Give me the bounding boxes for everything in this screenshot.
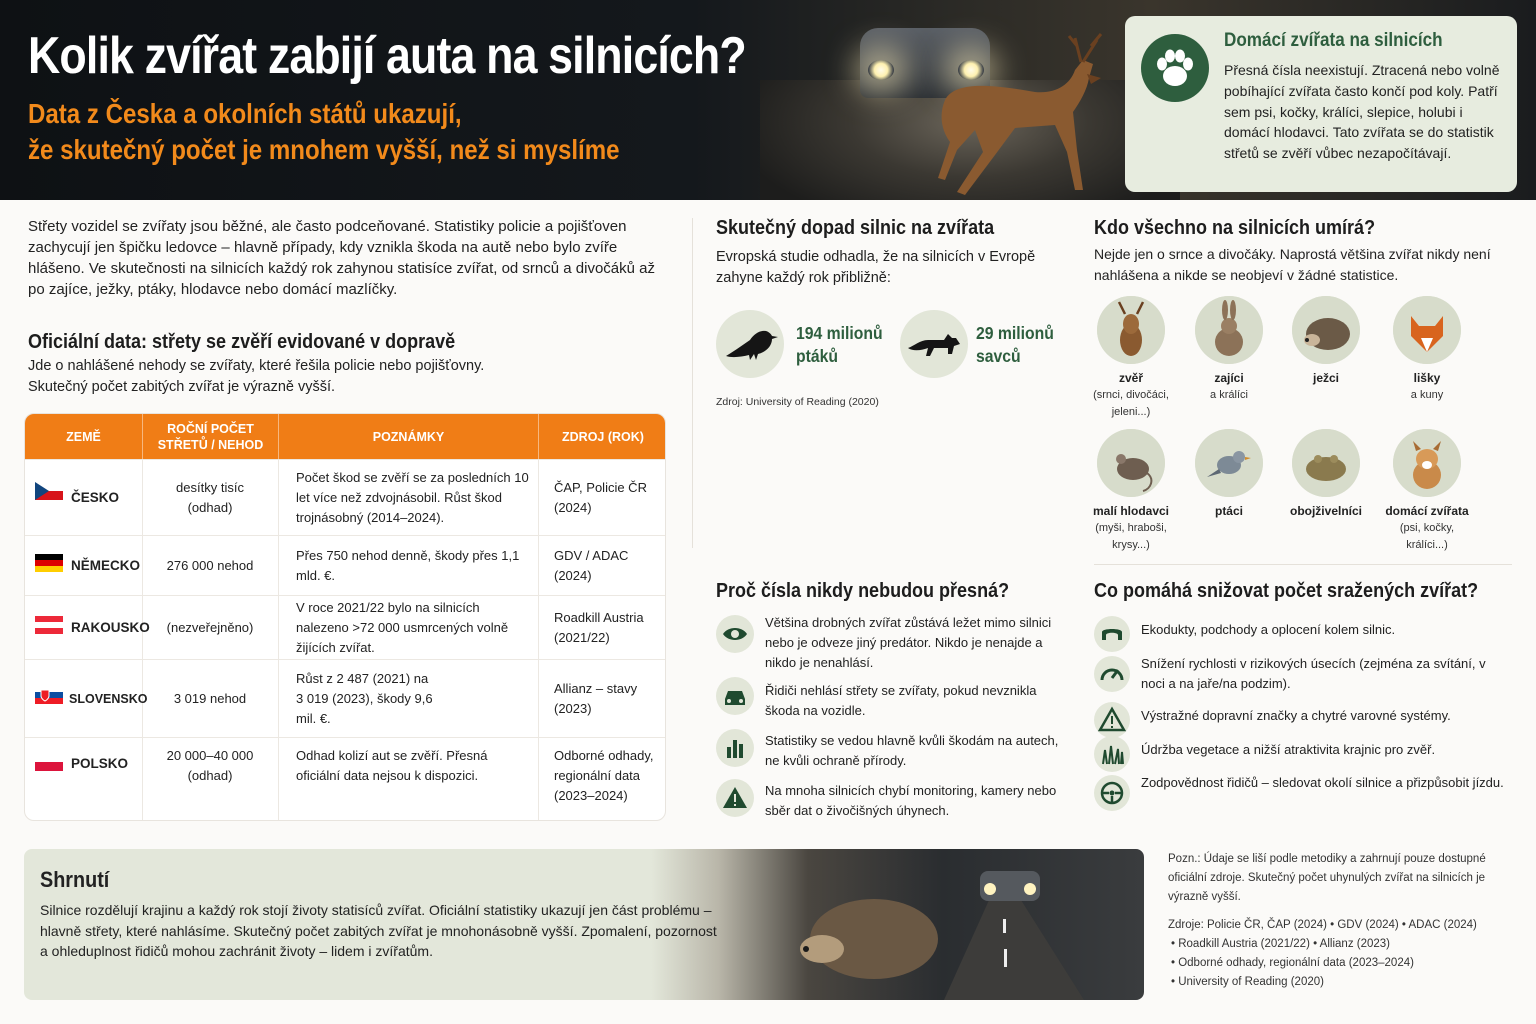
page-title: Kolik zvířat zabijí auta na silnicích? [28,27,746,85]
animal-name: obojživelníci [1289,504,1362,518]
animal-card [1180,296,1278,404]
row-source: ČAP, Policie ČR (2024) [554,479,647,515]
why-title: Proč čísla nikdy nebudou přesná? [716,580,1010,602]
help-text: Snížení rychlosti v rizikových úsecích (zejména za svítání, v noci a na jaře/na podzim). [1141,656,1486,691]
column-header: ROČNÍ POČET STŘETŮ / NEHOD [142,414,278,459]
collision-count: 276 000 nehod [166,557,254,573]
intro-text: Střety vozidel se zvířaty jsou běžné, ale často podceňované. Statistiky policie a pojišťoven zachycují jen špičku ledovce – hlavně případy, kdy vznikla škoda na autě nebo bylo zvíře hlášeno. Ve skutečnosti na silnicích každý rok zahynou statisíce zvířat, od srnců a divočáků až po zajíce, ježky, ptáky, hlodavce nebo domácí mazlíčky. [28,218,655,298]
pets-info-box [1125,16,1517,192]
austrian-flag-icon [35,616,63,634]
headlight [868,60,894,80]
column-header: ZEMĚ [66,429,101,444]
footer-note: Pozn.: Údaje se liší podle metodiky a zahrnují pouze dostupné oficiální zdroje. Skutečný počet uhynulých zvířat na silnicích je výrazně vyšší. [1168,853,1486,903]
who-text: Nejde jen o srnce a divočáky. Naprostá většina zvířat nikdy není nahlášena a nikde se neobjeví v žádné statistice. [1094,246,1491,283]
animal-name: malí hlodavci [1092,504,1170,518]
row-note: Růst z 2 487 (2021) na 3 019 (2023), škody 9,6 mil. €. [296,670,433,726]
row-source: GDV / ADAC (2024) [554,547,629,583]
source-line: • Roadkill Austria (2021/22) • Allianz (2023) [1171,938,1390,950]
car-icon [716,677,754,715]
who-title: Kdo všechno na silnicích umírá? [1094,217,1376,239]
animal-desc: (myši, hraboši, krysy...) [1095,522,1167,551]
source-line: • Odborné odhady, regionální data (2023–2024) [1171,957,1414,969]
collision-count: 3 019 nehod [173,690,247,706]
why-text: Řidiči nehlásí střety se zvířaty, pokud nevznikla škoda na vozidle. [765,683,1037,718]
animal-desc: a kuny [1410,389,1444,401]
country-name: SLOVENSKO [69,691,148,706]
animal-card [1378,296,1476,404]
row-note: Počet škod se zvěří se za posledních 10 let více než zdvojnásobil. Růst škod trojnásobný (2014–2024). [296,469,529,525]
birds-label: ptáků [796,346,839,366]
subtitle-line: že skutečný počet je mnohem vyšší, než si myslíme [28,134,620,165]
bar-chart-icon [716,729,754,767]
subtitle-line: Data z Česka a okolních států ukazují, [28,98,462,129]
source-line: • University of Reading (2020) [1171,976,1324,988]
paw-icon [1141,34,1209,102]
impact-source: Zdroj: University of Reading (2020) [716,396,879,408]
row-source: Roadkill Austria (2021/22) [554,609,644,645]
deer-icon [1097,296,1165,364]
animal-card [1277,296,1375,387]
why-text: Na mnoha silnicích chybí monitoring, kamery nebo sběr dat o živočišných úhynech. [765,783,1057,818]
help-text: Ekodukty, podchody a oplocení kolem silnic. [1141,622,1396,637]
column-header: POZNÁMKY [278,414,538,459]
mammals-label: savců [976,346,1021,366]
slovak-flag-icon [35,686,63,704]
warning-icon [716,779,754,817]
collisions-table [24,413,666,821]
mouse-icon [1097,429,1165,497]
animal-name: zajíci [1214,371,1244,385]
eye-icon [716,615,754,653]
steering-wheel-icon [1094,775,1130,811]
animal-name: lišky [1413,371,1441,385]
help-text: Výstražné dopravní značky a chytré varovné systémy. [1141,708,1451,723]
czech-flag-icon [35,482,63,500]
german-flag-icon [35,554,63,572]
animal-name: ježci [1312,371,1339,385]
table-row [25,659,666,737]
animal-card [1082,296,1180,421]
collision-count: 20 000–40 000 (odhad) [166,748,254,783]
animal-desc: (psi, kočky, králíci...) [1399,522,1455,551]
birds-count: 194 milionů [796,323,883,343]
column-divider [692,218,693,548]
column-header: ZDROJ (ROK) [538,414,666,459]
summary-text: Silnice rozdělují krajinu a každý rok stojí životy statisíců zvířat. Oficiální statistiky ukazují jen část problému – hlavně střety, které nahlásíme. Skutečný počet zabitých zvířat je mnohonásobně vyšší. Zpomalení, pozornost a ohleduplnost řidičů mohou zachránit životy – lidem i zvířatům. [40,902,717,959]
row-source: Allianz – stavy (2023) [554,680,638,716]
help-text: Zodpovědnost řidičů – sledovat okolí silnice a přizpůsobit jízdu. [1141,775,1504,790]
animal-card [1180,429,1278,520]
official-data-line: Skutečný počet zabitých zvířat je výrazně vyšší. [28,379,336,395]
why-text: Většina drobných zvířat zůstává ležet mimo silnici nebo je odveze jiný predátor. Nikdo je nenajde a nikdo je nenahlásí. [765,615,1052,670]
hero-banner [0,0,1536,200]
official-data-title: Oficiální data: střety se zvěří evidované v dopravě [28,331,456,353]
row-source: Odborné odhady, regionální data (2023–2024) [554,748,654,803]
mammals-count: 29 milionů [976,323,1054,343]
mammal-icon [900,310,968,378]
birds-stat [796,322,883,368]
songbird-icon [1195,429,1263,497]
dog-icon [1393,429,1461,497]
row-note: Přes 750 nehod denně, škody přes 1,1 mld. €. [296,547,520,583]
animal-card [1082,429,1180,554]
hedgehog-icon [1292,296,1360,364]
rabbit-icon [1195,296,1263,364]
country-name: NĚMECKO [71,557,141,573]
table-row [25,737,666,821]
animal-card [1378,429,1476,554]
animal-name: zvěř [1118,371,1144,385]
country-name: POLSKO [71,756,129,771]
animal-desc: (srnci, divočáci, jeleni...) [1093,389,1169,418]
mammals-stat [976,322,1054,368]
collision-count: (nezveřejněno) [166,619,254,635]
footer-sources [1168,916,1513,992]
summary-box [24,849,1144,1000]
row-note: V roce 2021/22 bylo na silnicích nalezeno >72 000 usmrcených volně žijících zvířat. [296,599,509,655]
table-row [25,459,666,535]
collision-count: desítky tisíc (odhad) [176,479,244,515]
pets-box-title: Domácí zvířata na silnicích [1224,30,1443,51]
animal-name: domácí zvířata [1385,504,1469,518]
speedometer-icon [1094,656,1130,692]
page-subtitle [28,96,620,168]
grass-icon [1094,736,1130,772]
warning-sign-icon [1094,702,1130,738]
official-data-line: Jde o nahlášené nehody se zvířaty, které řešila policie nebo pojišťovny. [28,358,485,374]
bird-icon [716,310,784,378]
hedgehog-road-photo [784,849,1144,1000]
pets-box-text: Přesná čísla neexistují. Ztracená nebo volně pobíhající zvířata často končí pod koly. Patří sem psi, kočky, králíci, slepice, holubi i domácí hlodavci. Tato zvířata se do statistik střetů se zvěří vůbec nezapočítávají. [1224,62,1500,162]
animal-desc: a králíci [1210,389,1248,401]
help-text: Údržba vegetace a nižší atraktivita krajnic pro zvěř. [1141,742,1436,757]
polish-flag-icon [35,753,63,771]
animal-name: ptáci [1214,504,1243,518]
section-divider [1094,564,1512,565]
summary-title: Shrnutí [40,867,110,892]
table-row [25,535,666,595]
help-title: Co pomáhá snižovat počet sražených zvířat? [1094,580,1479,602]
table-row [25,595,666,659]
eco-bridge-icon [1094,616,1130,652]
toad-icon [1292,429,1360,497]
source-line: Zdroje: Policie ČR, ČAP (2024) • GDV (2024) • ADAC (2024) [1168,919,1477,931]
impact-text: Evropská studie odhadla, že na silnicích v Evropě zahyne každý rok přibližně: [716,249,1036,286]
fox-icon [1393,296,1461,364]
table-header [25,414,666,459]
animal-card [1277,429,1375,520]
impact-title: Skutečný dopad silnic na zvířata [716,217,995,239]
country-name: ČESKO [71,489,120,505]
row-note: Odhad kolizí aut se zvěří. Přesná oficiální data nejsou k dispozici. [296,748,488,783]
deer-illustration [905,30,1145,200]
country-name: RAKOUSKO [71,619,150,635]
why-text: Statistiky se vedou hlavně kvůli škodám na autech, ne kvůli ochraně přírody. [765,733,1059,768]
